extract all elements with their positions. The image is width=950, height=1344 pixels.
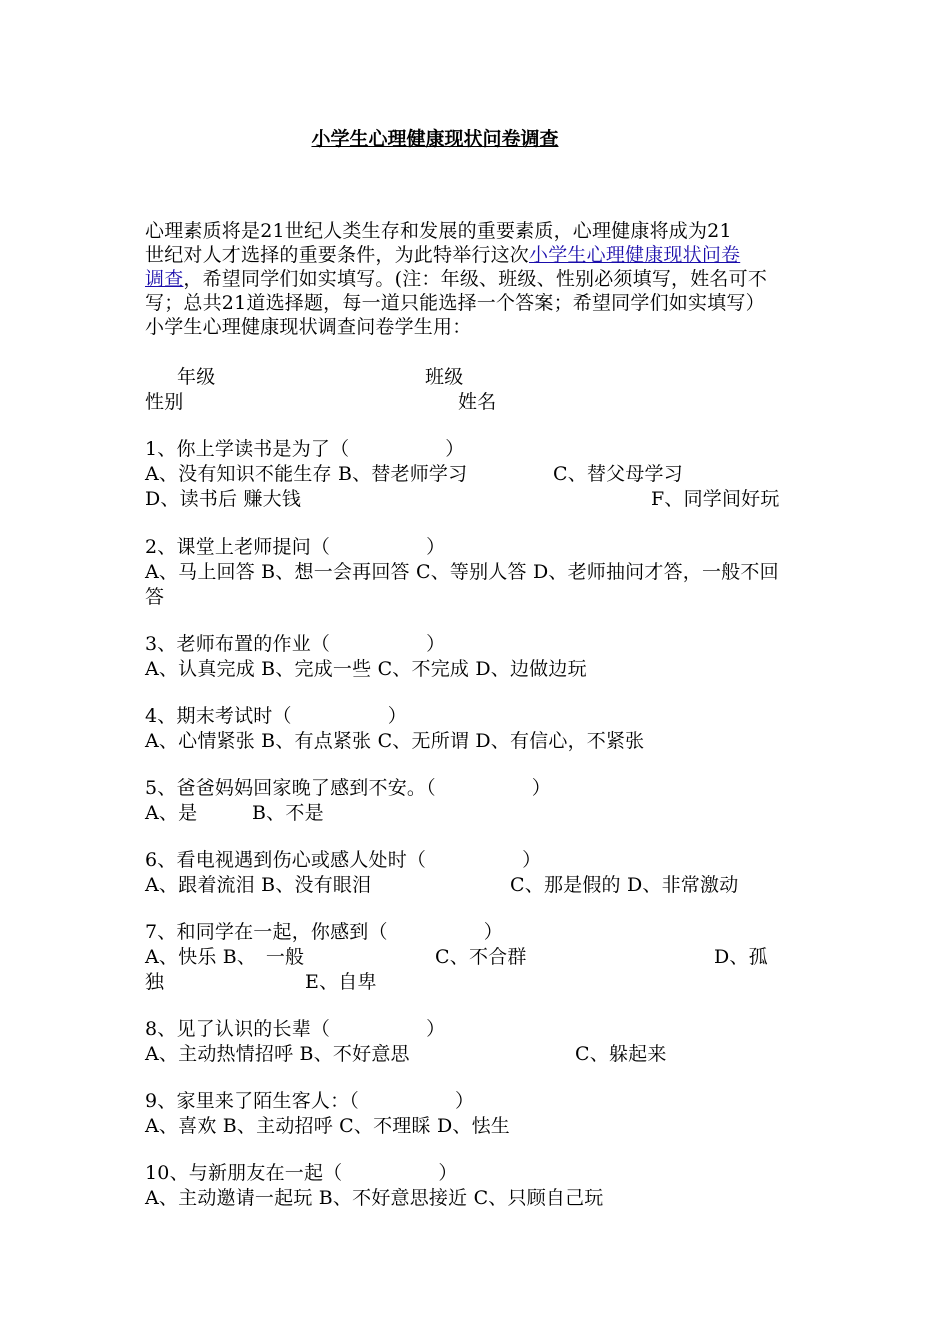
intro-line-1: 心理素质将是21世纪人类生存和发展的重要素质，心理健康将成为21 — [145, 220, 732, 242]
question-7-option-ab: A、快乐 B、 一般 — [145, 946, 305, 968]
question-2-options: A、马上回答 B、想一会再回答 C、等别人答 D、老师抽问才答，一般不回 — [145, 561, 779, 583]
gender-label: 性别 — [145, 391, 184, 413]
intro-line-3 — [145, 267, 767, 291]
question-5-option-a: A、是 — [145, 802, 198, 824]
survey-link-cont[interactable]: 调查 — [145, 268, 184, 290]
question-1: 1、你上学读书是为了（ ） — [145, 438, 465, 460]
question-1-option-ab: A、没有知识不能生存 B、替老师学习 — [145, 463, 468, 485]
intro-text: 世纪对人才选择的重要条件，为此特举行这次 — [145, 244, 530, 266]
question-7-option-e: E、自卑 — [305, 971, 377, 993]
question-5: 5、爸爸妈妈回家晚了感到不安。（ ） — [145, 777, 551, 799]
name-label: 姓名 — [458, 391, 497, 413]
survey-link[interactable]: 小学生心理健康现状问卷 — [529, 244, 741, 266]
question-6: 6、看电视遇到伤心或感人处时（ ） — [145, 849, 542, 871]
grade-label: 年级 — [177, 366, 216, 388]
question-4: 4、期末考试时（ ） — [145, 705, 407, 727]
intro-line-5: 小学生心理健康现状调查问卷学生用： — [145, 316, 472, 338]
intro-text: ，希望同学们如实填写。(注：年级、班级、性别必须填写，姓名可不 — [183, 268, 768, 290]
document-title: 小学生心理健康现状问卷调查 — [311, 128, 559, 150]
intro-line-4: 写；总共21道选择题，每一道只能选择一个答案；希望同学们如实填写） — [145, 292, 765, 314]
question-10-options: A、主动邀请一起玩 B、不好意思接近 C、只顾自己玩 — [145, 1187, 604, 1209]
question-2: 2、课堂上老师提问（ ） — [145, 536, 446, 558]
question-4-options: A、心情紧张 B、有点紧张 C、无所谓 D、有信心，不紧张 — [145, 730, 645, 752]
question-8-option-ab: A、主动热情招呼 B、不好意思 — [145, 1043, 410, 1065]
question-2-options-cont: 答 — [145, 586, 165, 608]
question-8-option-c: C、躲起来 — [575, 1043, 667, 1065]
question-8: 8、见了认识的长辈（ ） — [145, 1018, 446, 1040]
question-1-option-c: C、替父母学习 — [553, 463, 683, 485]
intro-line-2 — [145, 243, 740, 267]
class-label: 班级 — [425, 366, 464, 388]
question-9: 9、家里来了陌生客人：（ ） — [145, 1090, 475, 1112]
question-1-option-d: D、读书后 赚大钱 — [145, 488, 302, 510]
question-5-option-b: B、不是 — [252, 802, 324, 824]
question-3: 3、老师布置的作业（ ） — [145, 633, 446, 655]
question-3-options: A、认真完成 B、完成一些 C、不完成 D、边做边玩 — [145, 658, 587, 680]
question-7: 7、和同学在一起，你感到（ ） — [145, 921, 503, 943]
question-6-option-cd: C、那是假的 D、非常激动 — [510, 874, 739, 896]
question-6-option-ab: A、跟着流泪 B、没有眼泪 — [145, 874, 372, 896]
question-7-option-d-cont: 独 — [145, 971, 165, 993]
question-1-option-f: F、同学间好玩 — [651, 488, 780, 510]
question-9-options: A、喜欢 B、主动招呼 C、不理睬 D、怯生 — [145, 1115, 510, 1137]
question-7-option-c: C、不合群 — [435, 946, 527, 968]
question-7-option-d: D、孤 — [714, 946, 768, 968]
question-10: 10、与新朋友在一起（ ） — [145, 1162, 458, 1184]
